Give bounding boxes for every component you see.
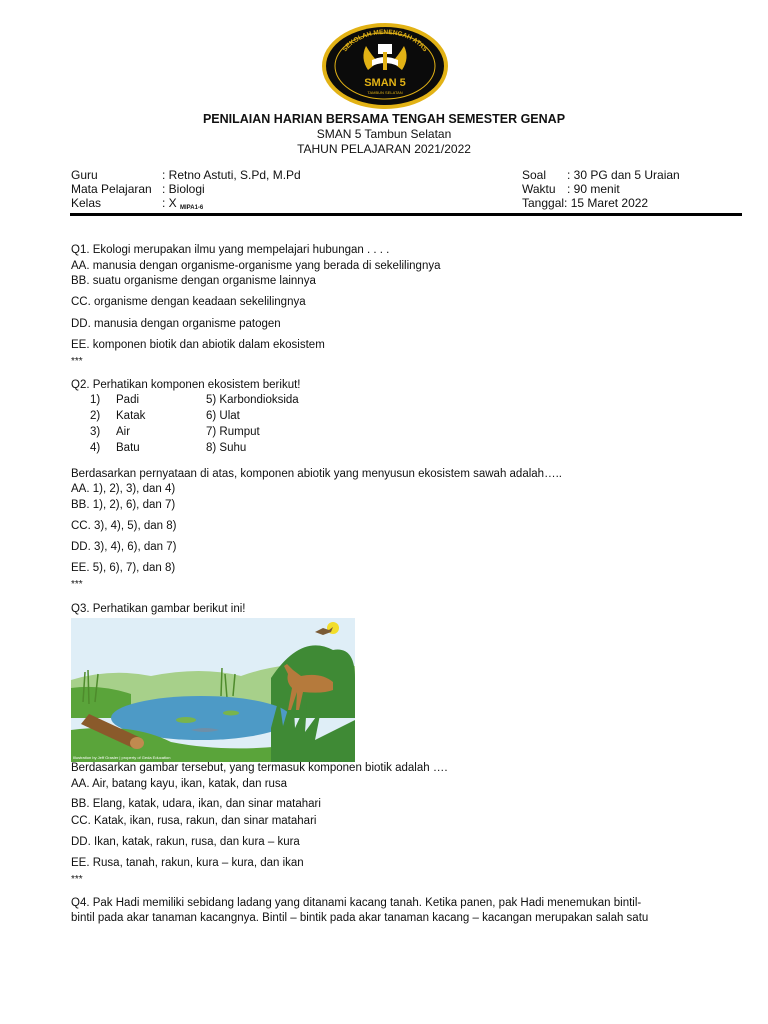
list-number: 4) [90,442,101,454]
option-a: AA. manusia dengan organisme-organisme yang berada di sekelilingnya [71,260,441,272]
meta-value: : 90 menit [567,182,620,196]
meta-waktu [522,182,680,196]
option-d: DD. manusia dengan organisme patogen [71,318,281,330]
separator: *** [71,356,83,367]
option-a: AA. Air, batang kayu, ikan, katak, dan rusa [71,778,288,790]
list-item-2 [90,410,240,422]
option-e: EE. Rusa, tanah, rakun, kura – kura, dan ikan [71,857,304,869]
logo-place: TAMBUN SELATAN [367,90,403,95]
option-e: EE. 5), 6), 7), dan 8) [71,562,176,574]
meta-soal [522,168,680,182]
list-number: 2) [90,410,101,422]
list-item-b: 5) Karbondioksida [206,394,299,406]
meta-mapel [71,182,301,196]
question-3: Q3. Perhatikan gambar berikut ini! [71,603,246,615]
school-logo [320,20,450,110]
question-4-line-1: Q4. Pak Hadi memiliki sebidang ladang yang ditanami kacang tanah. Ketika panen, pak Hadi menemukan bintil- [71,897,642,909]
list-item-3 [90,426,260,438]
exam-meta-left [71,168,301,210]
option-c: CC. organisme dengan keadaan sekelilingnya [71,296,306,308]
list-item-a: Padi [116,394,140,406]
option-d: DD. 3), 4), 6), dan 7) [71,541,177,553]
question-3-stem: Berdasarkan gambar tersebut, yang termasuk komponen biotik adalah …. [71,762,448,774]
meta-tanggal [522,196,680,210]
meta-label: Mata Pelajaran [71,182,152,196]
question-2: Q2. Perhatikan komponen ekosistem berikut! [71,379,301,391]
list-item-b: 6) Ulat [206,410,240,422]
ecosystem-illustration [71,618,355,762]
option-e: EE. komponen biotik dan abiotik dalam ekosistem [71,339,325,351]
option-b: BB. Elang, katak, udara, ikan, dan sinar matahari [71,798,321,810]
meta-value: : 30 PG dan 5 Uraian [567,168,680,182]
list-item-1 [90,394,299,406]
meta-label: Soal [522,168,547,182]
meta-label: Waktu [522,182,556,196]
meta-value: : X [162,196,177,210]
school-name: SMAN 5 Tambun Selatan [316,127,452,141]
option-b: BB. suatu organisme dengan organisme lainnya [71,275,316,287]
meta-label: Tanggal [522,196,565,210]
meta-value: : 15 Maret 2022 [564,196,649,210]
meta-label: Guru [71,168,98,182]
exam-title: PENILAIAN HARIAN BERSAMA TENGAH SEMESTER GENAP [202,112,566,126]
meta-kelas [71,196,301,210]
separator: *** [71,874,83,885]
option-b: BB. 1), 2), 6), dan 7) [71,499,176,511]
list-number: 3) [90,426,101,438]
header-divider [70,213,742,216]
list-item-a: Air [116,426,131,438]
question-2-stem: Berdasarkan pernyataan di atas, komponen abiotik yang menyusun ekosistem sawah adalah….. [71,468,562,480]
meta-guru [71,168,301,182]
list-number: 1) [90,394,101,406]
list-item-b: 7) Rumput [206,426,260,438]
list-item-4 [90,442,246,454]
list-item-b: 8) Suhu [206,442,247,454]
list-item-a: Katak [116,410,146,422]
meta-kelas-sub: MIPA1-6 [180,205,204,211]
option-d: DD. Ikan, katak, rakun, rusa, dan kura – kura [71,836,300,848]
illustration-credit: Illustration by Jeff Grasler | property of Geda Education [73,755,171,760]
academic-year: TAHUN PELAJARAN 2021/2022 [297,142,471,156]
option-a: AA. 1), 2), 3), dan 4) [71,483,176,495]
meta-value: : Retno Astuti, S.Pd, M.Pd [162,168,301,182]
meta-label: Kelas [71,196,102,210]
meta-value: : Biologi [162,182,205,196]
question-1: Q1. Ekologi merupakan ilmu yang mempelajari hubungan . . . . [71,244,390,256]
logo-school-name: SMAN 5 [364,77,406,89]
exam-meta-right [522,168,680,210]
separator: *** [71,579,83,590]
logo-arc-text: SEKOLAH MENENGAH ATAS [341,28,429,54]
list-item-a: Batu [116,442,140,454]
option-c: CC. Katak, ikan, rusa, rakun, dan sinar matahari [71,815,317,827]
option-c: CC. 3), 4), 5), dan 8) [71,520,177,532]
question-4-line-2: bintil pada akar tanaman kacangnya. Bintil – bintik pada akar tanaman kacang – kacangan merupakan salah satu [71,912,649,924]
